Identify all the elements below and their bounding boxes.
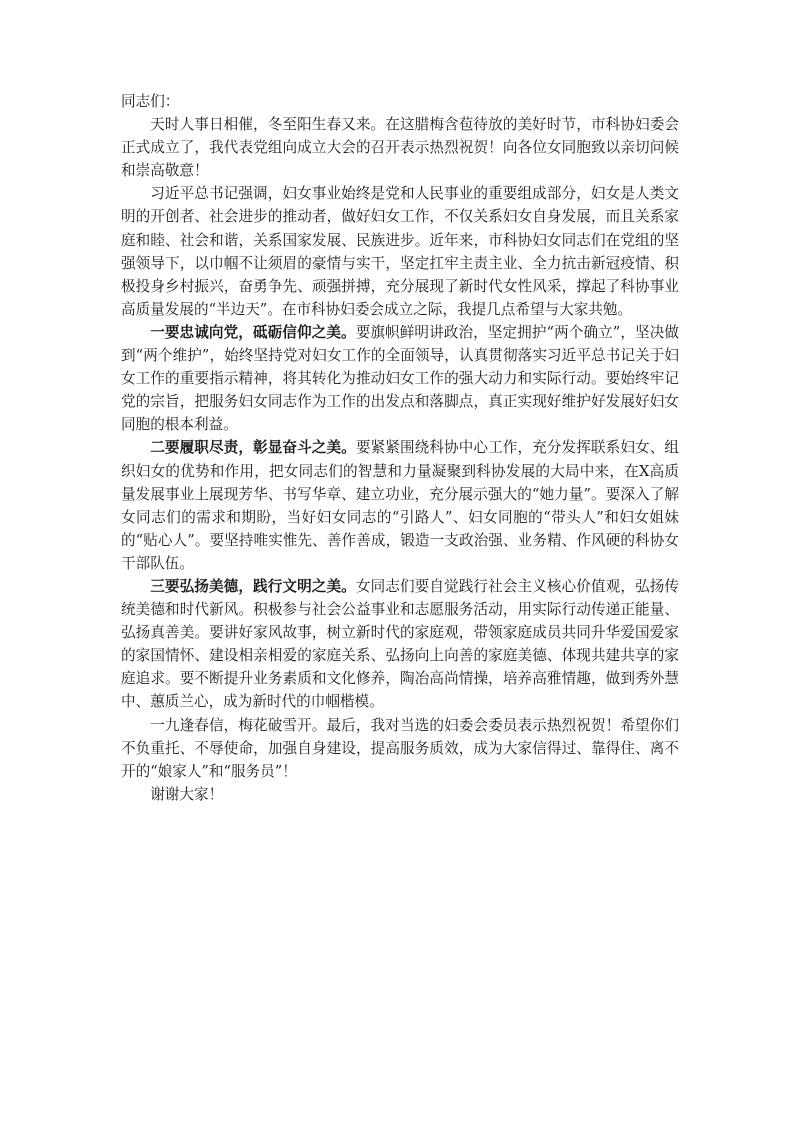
point-three-heading: 三要弘扬美德，践行文明之美。 xyxy=(150,577,356,595)
point-two-body: 要紧紧围绕科协中心工作，充分发挥联系妇女、组织妇女的优势和作用，把女同志们的智慧和力量凝聚到科协发展的大局中来，在X高质量发展事业上展现芳华、书写华章、建立功业，充分展示强大的“她力量”。要深入了解女同志们的需求和期盼，当好妇女同志的“引路人”、妇女同胞的“带头人”和妇女姐妹的“贴心人”。要坚持唯实惟先、善作善成，锻造一支政治强、业务精、作风硬的科协女干部队伍。 xyxy=(121,439,679,572)
salutation: 同志们： xyxy=(121,93,180,110)
point-three-paragraph xyxy=(121,575,679,714)
conclusion-paragraph: 一九逢春信，梅花破雪开。最后，我对当选的妇委会委员表示热烈祝贺！希望你们不负重托、不辱使命，加强自身建设，提高服务质效，成为大家信得过、靠得住、离不开的“娘家人”和“服务员”！ xyxy=(121,716,679,780)
point-two-paragraph xyxy=(121,436,679,575)
point-three-body: 女同志们要自觉践行社会主义核心价值观，弘扬传统美德和时代新风。积极参与社会公益事业和志愿服务活动，用实际行动传递正能量、弘扬真善美。要讲好家风故事，树立新时代的家庭观，带领家庭成员共同升华爱国爱家的家国情怀、建设相亲相爱的家庭关系、弘扬向上向善的家庭美德、体现共建共享的家庭追求。要不断提升业务素质和文化修养，陶冶高尚情操，培养高雅情趣，做到秀外慧中、蕙质兰心，成为新时代的巾帼楷模。 xyxy=(121,577,679,711)
point-two-heading: 二要履职尽责，彰显奋斗之美。 xyxy=(150,439,356,457)
opening-paragraph: 天时人事日相催，冬至阳生春又来。在这腊梅含苞待放的美好时节，市科协妇委会正式成立了，我代表党组向成立大会的召开表示热烈祝贺！向各位女同胞致以亲切问候和崇高敬意！ xyxy=(121,116,679,180)
point-one-paragraph xyxy=(121,321,679,436)
context-paragraph: 习近平总书记强调，妇女事业始终是党和人民事业的重要组成部分，妇女是人类文明的开创者、社会进步的推动者，做好妇女工作，不仅关系妇女自身发展，而且关系家庭和睦、社会和谐，关系国家发展、民族进步。近年来，市科协妇女同志们在党组的坚强领导下，以巾帼不让须眉的豪情与实干，坚定扛牢主责主业、全力抗击新冠疫情、积极投身乡村振兴，奋勇争先、顽强拼搏，充分展现了新时代女性风采，撑起了科协事业高质量发展的“半边天”。在市科协妇委会成立之际，我提几点希望与大家共勉。 xyxy=(121,185,679,318)
closing-line: 谢谢大家！ xyxy=(150,785,224,803)
point-one-body: 要旗帜鲜明讲政治，坚定拥护“两个确立”，坚决做到“两个维护”，始终坚持党对妇女工作的全面领导，认真贯彻落实习近平总书记关于妇女工作的重要指示精神，将其转化为推动妇女工作的强大动力和实际行动。要始终牢记党的宗旨，把服务妇女同志作为工作的出发点和落脚点，真正实现好维护好发展好妇女同胞的根本利益。 xyxy=(121,323,679,434)
point-one-heading: 一要忠诚向党，砥砺信仰之美。 xyxy=(150,323,356,341)
document-page xyxy=(121,90,679,806)
